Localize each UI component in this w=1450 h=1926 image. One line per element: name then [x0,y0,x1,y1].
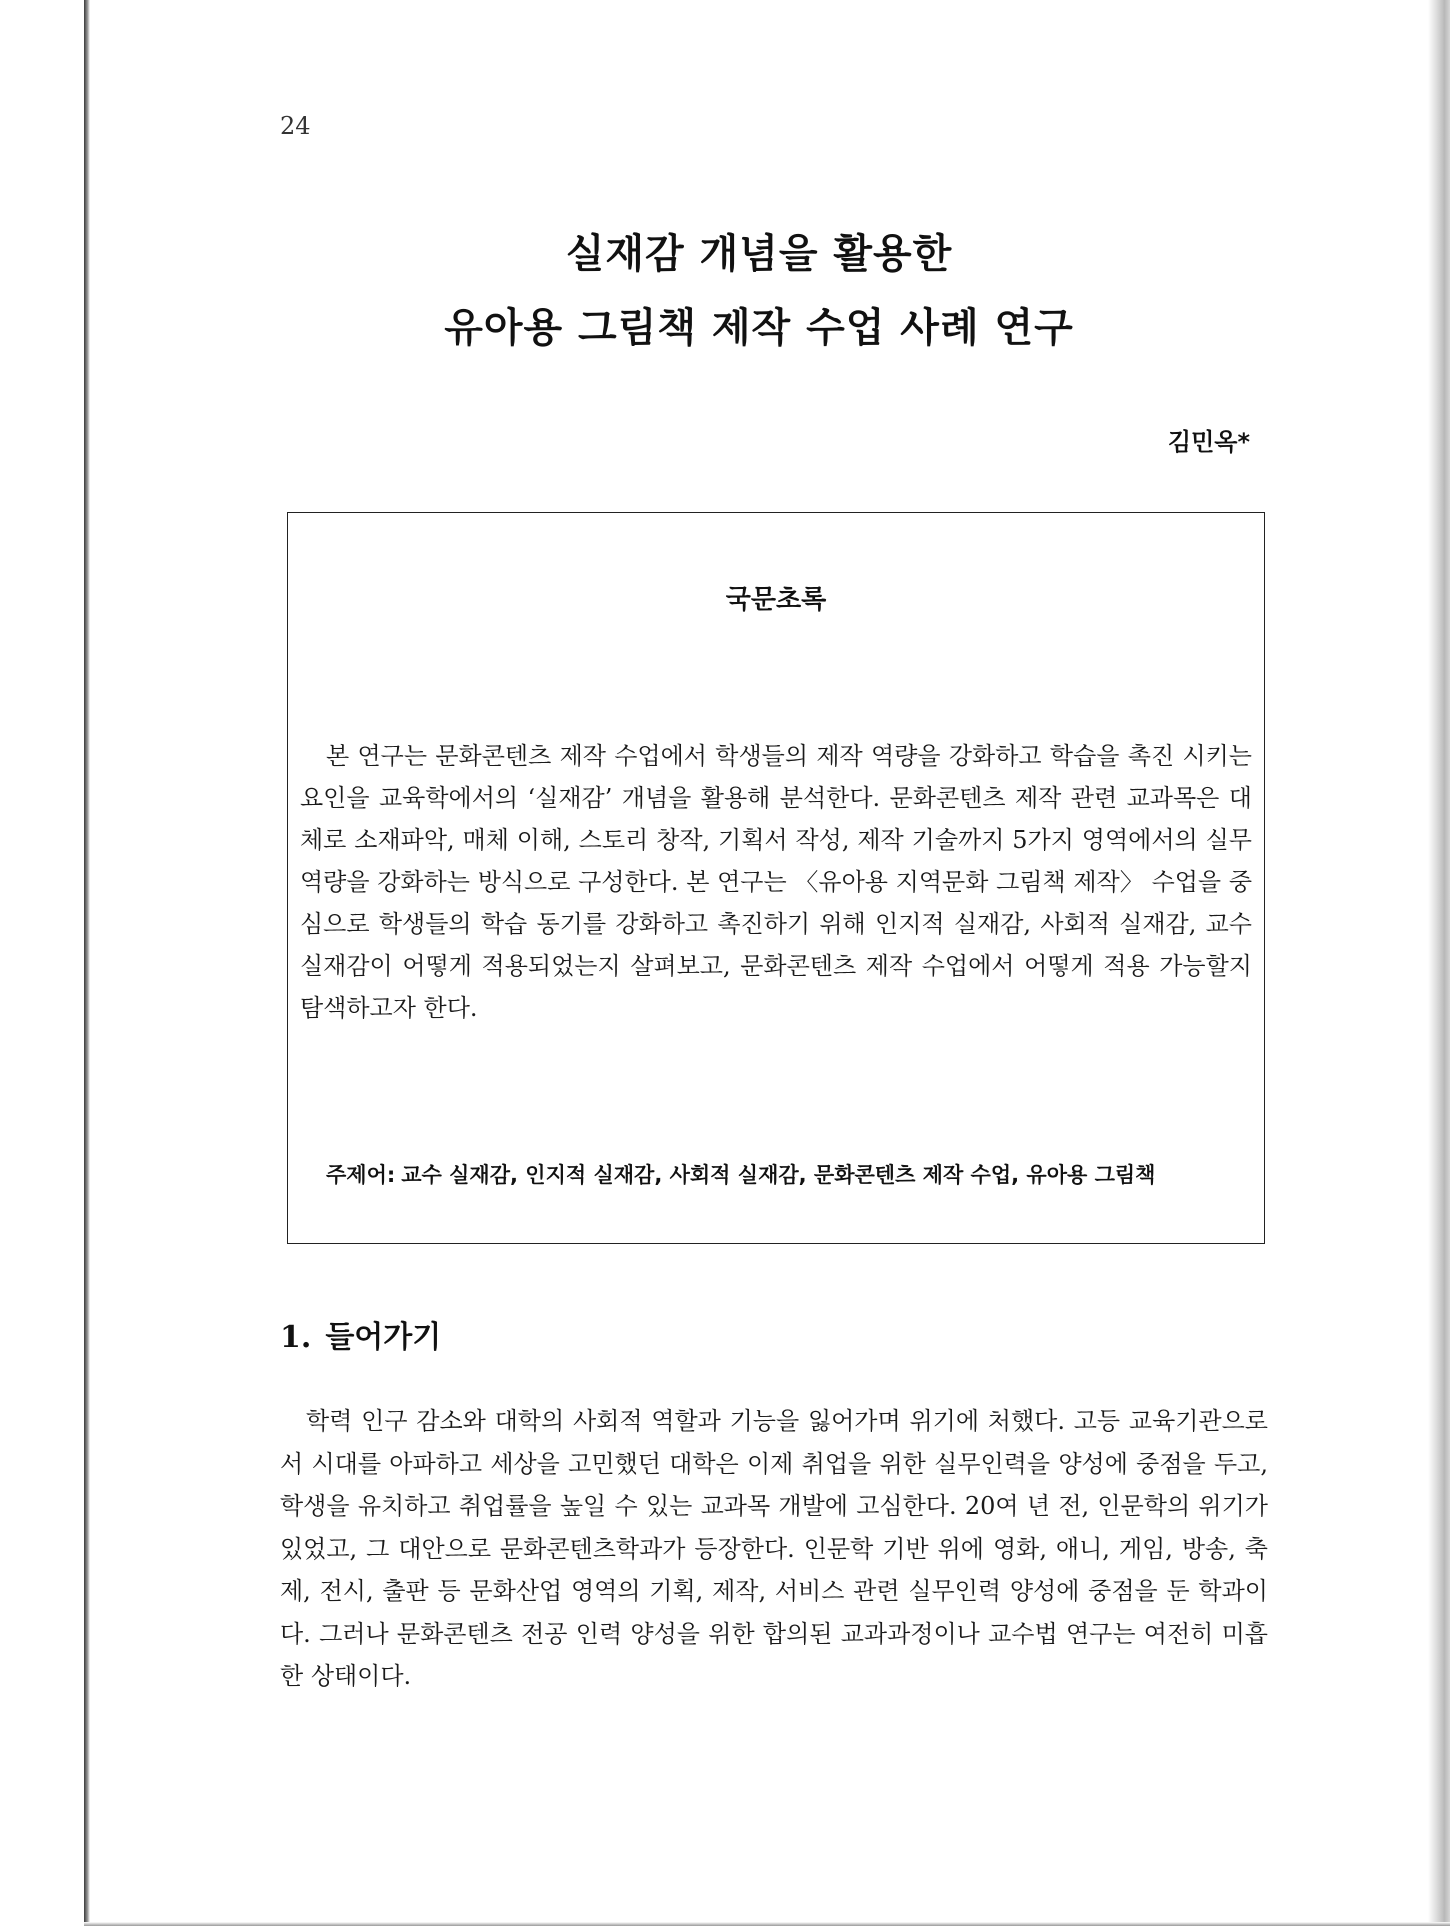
author-name: 김민옥* [1167,428,1250,456]
paper-title-line-1: 실재감 개념을 활용한 [565,231,953,277]
keywords [326,1159,1155,1189]
section-title: 들어가기 [325,1320,442,1355]
abstract-body: 본 연구는 문화콘텐츠 제작 수업에서 학생들의 제작 역량을 강화하고 학습을 촉진 시키는 요인을 교육학에서의 ‘실재감’ 개념을 활용해 분석한다. 문화콘텐츠 제작 관련 교과목은 대체로 소재파악, 매체 이해, 스토리 창작, 기획서 작성, 제작 기술까지 5가지 영역에서의 실무역량을 강화하는 방식으로 구성한다. 본 연구는 〈유아용 지역문화 그림책 제작〉 수업을 중심으로 학생들의 학습 동기를 강화하고 촉진하기 위해 인지적 실재감, 사회적 실재감, 교수 실재감이 어떻게 적용되었는지 살펴보고, 문화콘텐츠 제작 수업에서 어떻게 적용 가능할지 탐색하고자 한다. [300,742,1252,1022]
paper-title-line-2: 유아용 그림책 제작 수업 사례 연구 [444,305,1074,351]
scan-edge-bottom [84,1922,1450,1926]
document-page [90,0,1428,1922]
scan-edge-right [1428,0,1450,1926]
page-number: 24 [280,112,311,140]
section-heading [280,1312,441,1356]
abstract-box [287,512,1265,1244]
section-body-paragraph: 학력 인구 감소와 대학의 사회적 역할과 기능을 잃어가며 위기에 처했다. 고등 교육기관으로서 시대를 아파하고 세상을 고민했던 대학은 이제 취업을 위한 실무인력을 양성에 중점을 두고, 학생을 유치하고 취업률을 높일 수 있는 교과목 개발에 고심한다. 20여 년 전, 인문학의 위기가 있었고, 그 대안으로 문화콘텐츠학과가 등장한다. 인문학 기반 위에 영화, 애니, 게임, 방송, 축제, 전시, 출판 등 문화산업 영역의 기획, 제작, 서비스 관련 실무인력 양성에 중점을 둔 학과이다. 그러나 문화콘텐츠 전공 인력 양성을 위한 합의된 교과과정이나 교수법 연구는 여전히 미흡한 상태이다. [280,1407,1268,1690]
section-number: 1. [280,1320,312,1355]
keywords-label: 주제어: [326,1163,396,1187]
keywords-list: 교수 실재감, 인지적 실재감, 사회적 실재감, 문화콘텐츠 제작 수업, 유아용 그림책 [401,1163,1156,1187]
abstract-heading: 국문초록 [725,585,827,615]
